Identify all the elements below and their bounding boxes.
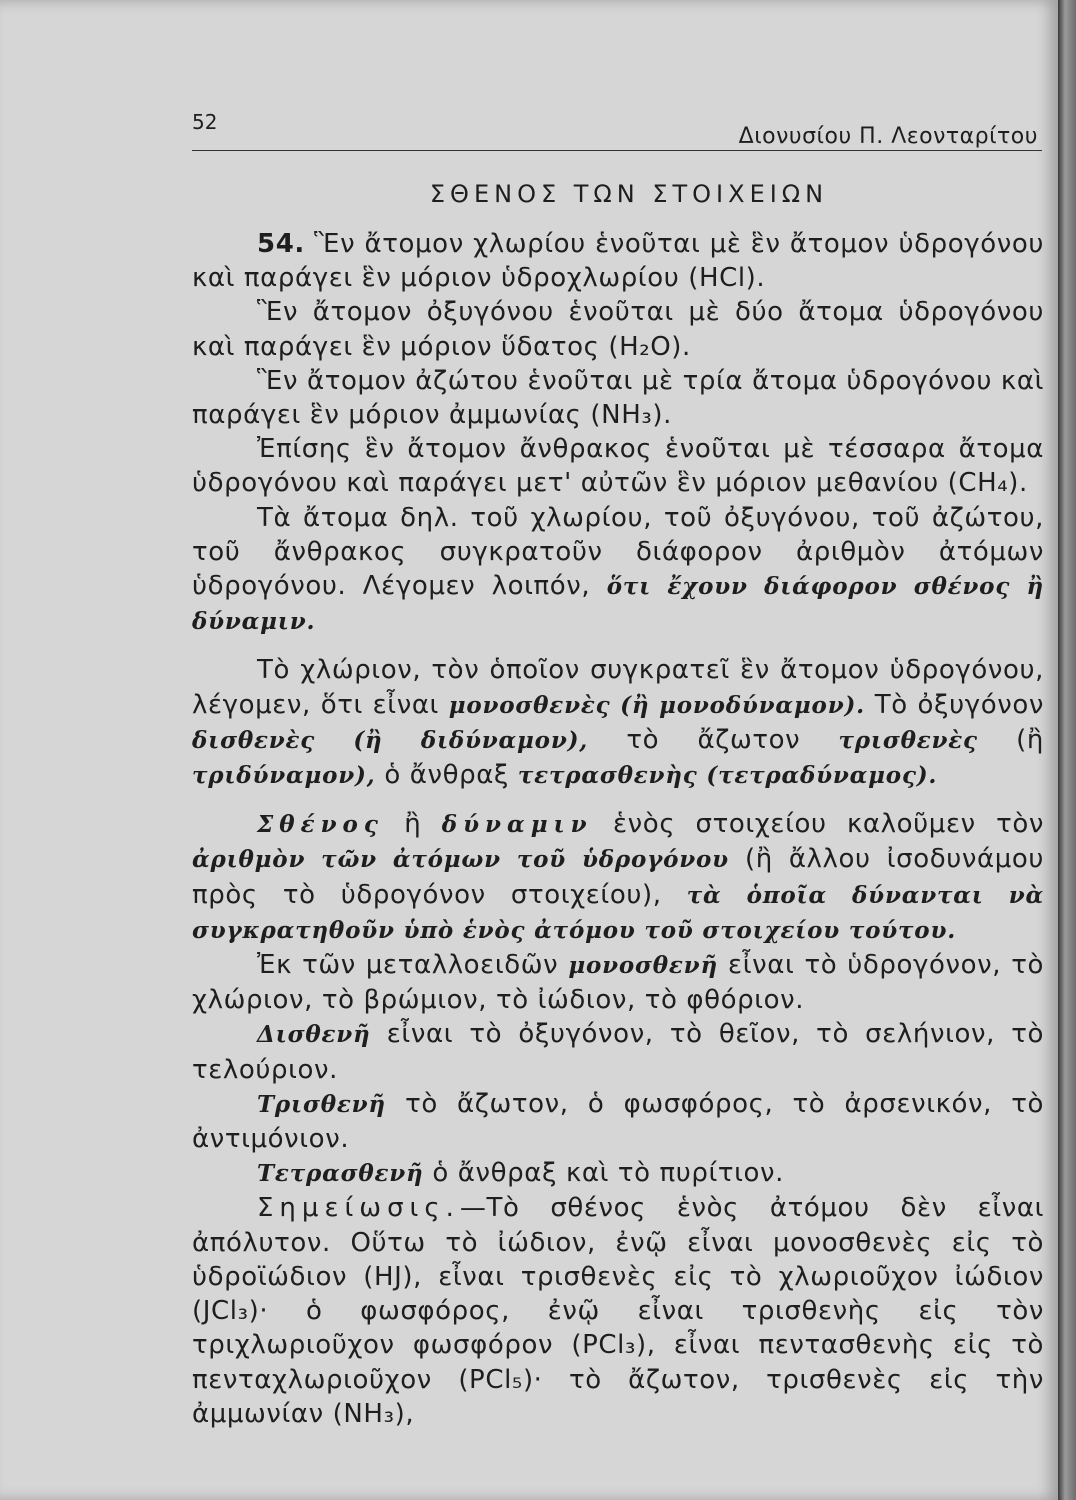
body-text — [192, 227, 1044, 1431]
paragraph-text: (ἢ — [977, 724, 1044, 755]
running-head: Διονυσίου Π. Λεονταρίτου — [738, 124, 1038, 149]
paragraph-text: ὁ ἄνθραξ καὶ τὸ πυρίτιον. — [423, 1158, 785, 1189]
emphasis-text: ὅτι ἔχουν διάφορον σθένος ἢ δύναμιν. — [192, 573, 1044, 636]
page-header — [192, 108, 1042, 151]
page-edge-shadow — [1058, 0, 1076, 1500]
emphasis-text: ἀριθμὸν τῶν ἀτόμων τοῦ ὑδρογόνου — [192, 846, 729, 874]
paragraph-text: Ἓν ἄτομον χλωρίου ἑνοῦται μὲ ἓν ἄτομον ὑδρογόνου καὶ παράγει ἓν μόριον ὑδροχλωρίου (HCl). — [192, 229, 1044, 294]
paragraph-text: Ἐκ τῶν μεταλλοειδῶν — [257, 950, 569, 981]
paragraph-text: (ἢ ἄλλου ἰσοδυνάμου πρὸς τὸ ὑδρογόνον στοιχείου), — [192, 844, 1045, 910]
emphasis-text: τριδύναμον), — [192, 762, 376, 790]
emphasis-text: μονοσθενῆ — [568, 952, 718, 980]
emphasis-text: δύναμιν — [441, 811, 593, 839]
paragraph-text: —Τὸ σθένος ἑνὸς ἀτόμου δὲν εἶναι ἀπόλυτον. Οὕτω τὸ ἰώδιον, ἐνῷ εἶναι μονοσθενὲς εἰς τὸ ὑδροϊώδιον (HJ), εἶναι τρισθενὲς εἰς τὸ χλωριοῦχον ἰώδιον (JCl₃)· ὁ φωσφόρος, ἐνῷ εἶναι τρισθενὴς εἰς τὸν τριχλωριοῦχον φωσφόρον (PCl₃), εἶναι πεντασθενὴς εἰς τὸ πενταχλωριοῦχον (PCl₅)· τὸ ἄζωτον, τρισθενὲς εἰς τὴν ἀμμωνίαν (NH₃), — [192, 1193, 1044, 1429]
paragraph-text: ἑνὸς στοιχείου καλοῦμεν τὸν — [592, 809, 1044, 840]
emphasis-text: δισθενὲς (ἢ διδύναμον), — [192, 726, 589, 754]
emphasis-text: Τετρασθενῆ — [257, 1160, 424, 1188]
paragraph-text: Τὸ ὀξυγόνον — [864, 689, 1045, 720]
note-label: Σημείωσις. — [257, 1193, 460, 1224]
paragraph-definition — [192, 807, 1044, 948]
paragraph-text: εἶναι τὸ ὑδρογόνον, τὸ χλώριον, τὸ βρώμιον, τὸ ἰώδιον, τὸ φθόριον. — [192, 950, 1044, 1016]
emphasis-text: μονοσθενὲς (ἢ μονοδύναμον). — [448, 691, 865, 719]
paragraph-text: Τὰ ἄτομα δηλ. τοῦ χλωρίου, τοῦ ὀξυγόνου, τοῦ ἀζώτου, τοῦ ἄνθρακος συγκρατοῦν διάφορον ἀριθμὸν ἀτόμων ὑδρογόνου. Λέγομεν λοιπόν, — [192, 502, 1044, 602]
paragraph-valence-names — [192, 653, 1044, 793]
paragraph-number: 54. — [257, 229, 305, 259]
emphasis-text: Δισθενῆ — [257, 1021, 371, 1049]
paragraph-conclusion — [192, 501, 1044, 640]
paragraph-text: ὁ ἄνθραξ — [375, 760, 518, 791]
paragraph-tetravalent — [192, 1156, 1044, 1191]
paragraph-oxygen: Ἓν ἄτομον ὀξυγόνου ἑνοῦται μὲ δύο ἄτομα ὑδρογόνου καὶ παράγει ἓν μόριον ὕδατος (H₂O). — [192, 297, 1044, 362]
emphasis-text: Σθένος — [257, 811, 384, 839]
emphasis-text: τὰ ὁποῖα δύνανται νὰ συγκρατηθοῦν ὑπὸ ἑνὸς ἀτόμου τοῦ στοιχείου τούτου. — [192, 881, 1045, 944]
emphasis-text: τρισθενὲς — [838, 726, 978, 754]
paragraph-text: τὸ ἄζωτον, ὁ φωσφόρος, τὸ ἀρσενικόν, τὸ ἀντιμόνιον. — [192, 1088, 1044, 1155]
paragraph-text: ἢ — [383, 809, 442, 840]
paragraph-carbon: Ἐπίσης ἓν ἄτομον ἄνθρακος ἑνοῦται μὲ τέσσαρα ἄτομα ὑδρογόνου καὶ παράγει μετ' αὐτῶν ἓν μόριον μεθανίου (CH₄). — [192, 434, 1044, 499]
paragraph-text: τὸ ἄζωτον — [588, 724, 839, 755]
emphasis-text: τετρασθενὴς (τετραδύναμος). — [517, 762, 938, 790]
paragraph-monovalent — [192, 948, 1044, 1017]
emphasis-text: Τρισθενῆ — [257, 1090, 386, 1118]
paragraph-54 — [192, 227, 1044, 295]
paragraph-text: Τὸ χλώριον, τὸν ὁποῖον συγκρατεῖ ἓν ἄτομον ὑδρογόνου, λέγομεν, ὅτι εἶναι — [192, 655, 1044, 720]
paragraph-text: εἶναι τὸ ὀξυγόνον, τὸ θεῖον, τὸ σελήνιον, τὸ τελούριον. — [192, 1019, 1044, 1085]
page-number: 52 — [192, 110, 218, 134]
section-title: ΣΘΕΝΟΣ ΤΩΝ ΣΤΟΙΧΕΙΩΝ — [429, 180, 829, 208]
paragraph-nitrogen: Ἓν ἄτομον ἀζώτου ἑνοῦται μὲ τρία ἄτομα ὑδρογόνου καὶ παράγει ἓν μόριον ἀμμωνίας (NH₃). — [192, 365, 1044, 431]
paragraph-note — [192, 1191, 1044, 1430]
paragraph-divalent — [192, 1017, 1044, 1086]
paragraph-trivalent — [192, 1087, 1044, 1156]
